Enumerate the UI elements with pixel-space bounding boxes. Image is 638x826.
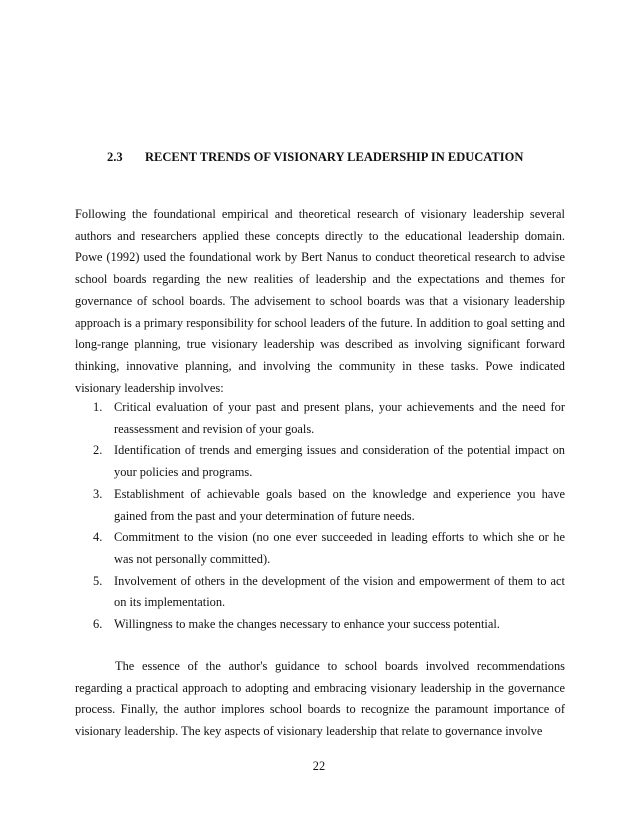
list-item-number: 5. [93,573,103,588]
section-heading [107,150,523,165]
list-item-text: Establishment of achievable goals based on the knowledge and experience you have gained from the past and your determination of future needs. [114,486,565,523]
list-item-text: Commitment to the vision (no one ever succeeded in leading efforts to which she or he was not personally committed). [114,530,565,566]
list-item [75,397,565,440]
list-item-number: 4. [93,530,103,545]
list-item-number: 3. [93,486,103,501]
list-item-text: Involvement of others in the development of the vision and empowerment of them to act on its implementation. [114,573,565,610]
list-item-number: 6. [93,617,103,632]
list-item [75,527,565,570]
section-number: 2.3 [107,150,123,164]
list-item-number: 1. [93,400,103,414]
list-item-number: 2. [93,443,103,458]
list-item-text: Identification of trends and emerging issues and consideration of the potential impact on your policies and programs. [114,443,565,480]
paragraph-intro: Following the foundational empirical and theoretical research of visionary leadership several authors and researchers applied these concepts directly to the educational leadership domain. Powe (1992) used the foundational work by Bert Nanus to conduct theoretical research to advise school boards regarding the new realities of leadership and the expectations and themes for governance of school boards. The advisement to school boards was that a visionary leadership approach is a primary responsibility for school leaders of the future. In addition to goal setting and long-range planning, true visionary leadership was described as involving significant forward thinking, innovative planning, and involving the community in these tasks. Powe indicated visionary leadership involves: [75,207,565,395]
list-item [75,440,565,483]
section-title: RECENT TRENDS OF VISIONARY LEADERSHIP IN EDUCATION [145,150,524,164]
list-item [75,571,565,614]
list-item-text: Critical evaluation of your past and present plans, your achievements and the need for reassessment and revision of your goals. [114,400,565,436]
numbered-list [75,397,565,636]
list-item [75,484,565,527]
list-item-text: Willingness to make the changes necessary to enhance your success potential. [114,617,500,632]
list-item [75,614,565,636]
paragraph-conclusion: The essence of the author's guidance to school boards involved recommendations regarding a practical approach to adopting and embracing visionary leadership in the governance process. Finally, the author implores school boards to recognize the paramount importance of visionary leadership. The key aspects of visionary leadership that relate to governance involve [75,659,565,739]
page-number: 22 [312,759,326,773]
